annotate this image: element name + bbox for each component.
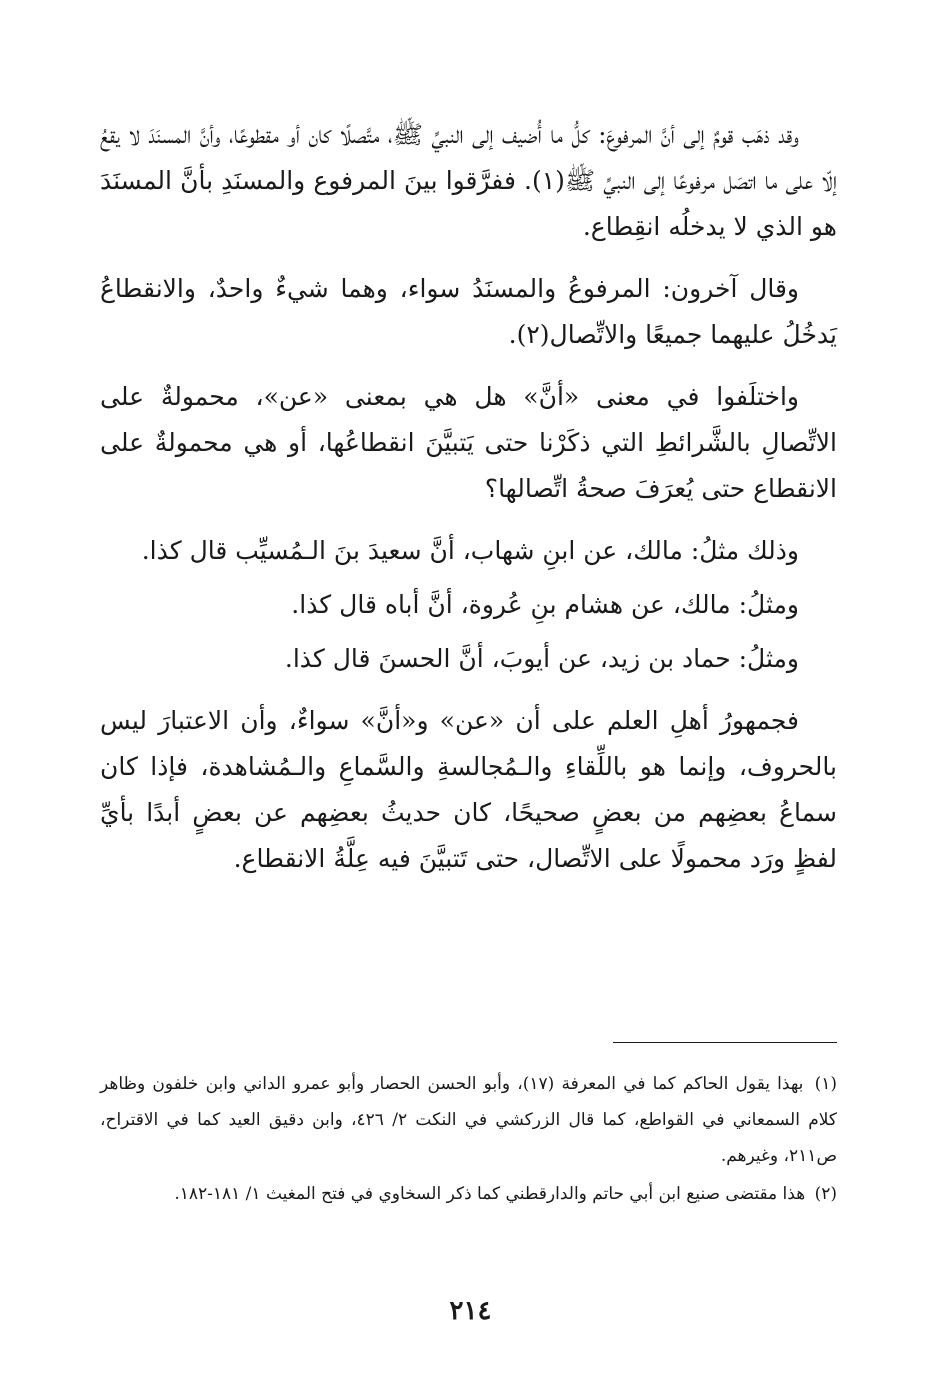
footnote-2 [100, 1176, 837, 1212]
paragraph-majority-view: فجمهورُ أهلِ العلم على أن «عن» و«أنَّ» سواءٌ، وأن الاعتبارَ ليس بالحروف، وإنما هو باللِّقاءِ والـمُجالسةِ والسَّماعِ والـمُشاهدة، فإذا كان سماعُ بعضِهم من بعضٍ صحيحًا، كان حديثُ بعضِهم عن بعضٍ أبدًا بأيِّ لفظٍ ورَد محمولًا على الاتِّصال، حتى تَتبيَّنَ فيه عِلَّةُ الانقطاع. [100, 706, 837, 873]
paragraph-others-view: وقال آخرون: المرفوعُ والمسنَدُ سواء، وهما شيءٌ واحدٌ، والانقطاعُ يَدخُلُ عليهما جميعًا والاتِّصال(٢). [100, 274, 837, 349]
paragraph-example-1: وذلك مثلُ: مالك، عن ابنِ شهاب، أنَّ سعيدَ بنَ الـمُسيِّب قال كذا. [141, 536, 799, 565]
footnotes [100, 1066, 837, 1214]
footnote-divider [613, 1042, 837, 1043]
paragraph-marfu-definition: وقد ذهَب قومٌ إلى أنَّ المرفوعَ: كلُّ ما أُضيف إلى النبيِّ ﷺ، متَّصلًا كان أو مقطوعًا، وأنَّ المسنَدَ لا يقعُ إلّا على ما اتصَل مرفوعًا إلى النبيِّ ﷺ(١). ففرَّقوا بينَ المرفوع والمسنَدِ بأنَّ المسنَدَ هو الذي لا يدخلُه انقِطاع. [100, 120, 838, 241]
page-number: ٢١٤ [449, 1296, 492, 1326]
main-text [100, 112, 837, 898]
paragraph-example-3: ومثلُ: حماد بن زيد، عن أيوبَ، أنَّ الحسنَ قال كذا. [284, 644, 799, 673]
footnote-text: بهذا يقول الحاكم كما في المعرفة (١٧)، وأبو الحسن الحصار وأبو عمرو الداني وابن خلفون وظاهر كلام السمعاني في القواطع، كما قال الزركشي في النكت ٢/ ٤٢٦، وابن دقيق العيد كما في الاقتراح، ص٢١١، وغيرهم. [100, 1074, 837, 1166]
footnote-1 [100, 1066, 837, 1174]
paragraph-anna-meaning: واختلَفوا في معنى «أنَّ» هل هي بمعنى «عن»، محمولةٌ على الاتِّصالِ بالشَّرائطِ التي ذكَرْنا حتى يَتبيَّنَ انقطاعُها، أو هي محمولةٌ على الانقطاع حتى يُعرَفَ صحةُ اتِّصالها؟ [100, 382, 837, 503]
footnote-number: (٢) [814, 1184, 837, 1204]
footnote-text: هذا مقتضى صنيع ابن أبي حاتم والدارقطني كما ذكر السخاوي في فتح المغيث ١/ ١٨١-١٨٢. [174, 1184, 806, 1204]
paragraph-example-2: ومثلُ: مالك، عن هشام بنِ عُروة، أنَّ أباه قال كذا. [291, 590, 799, 619]
footnote-number: (١) [814, 1074, 837, 1094]
